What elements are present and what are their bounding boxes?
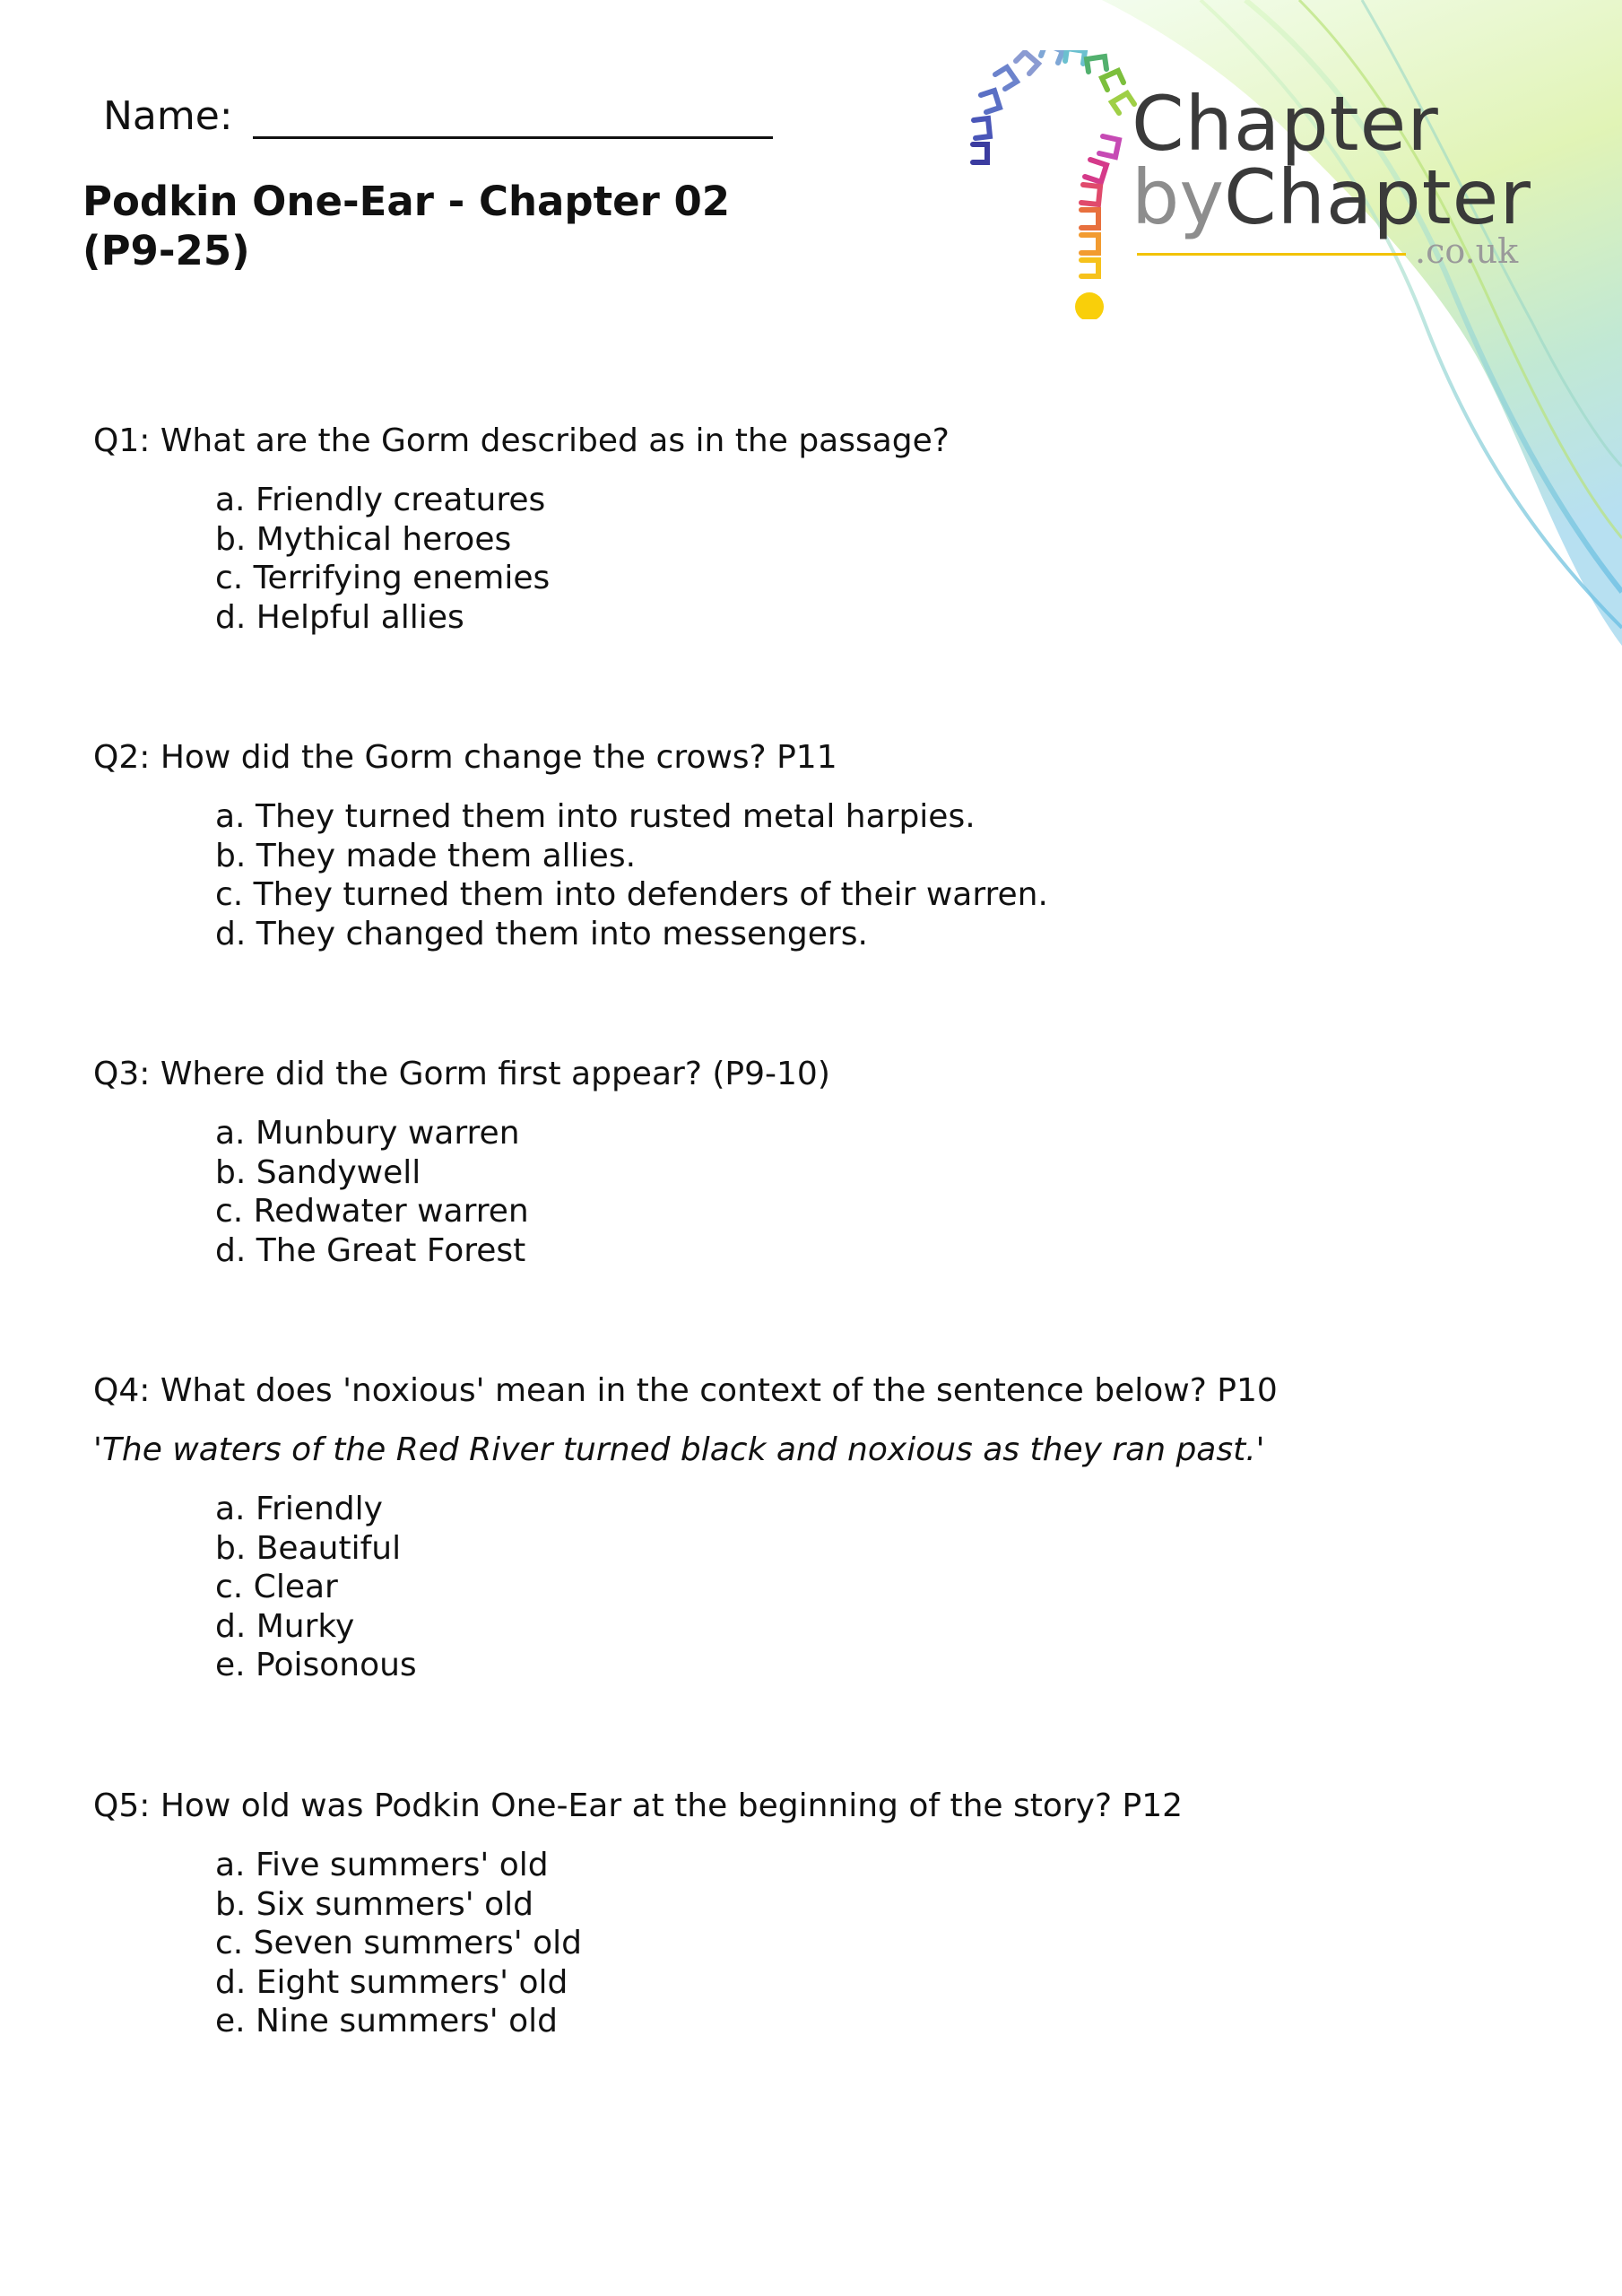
answer-options (93, 797, 1438, 953)
answer-option: b. Mythical heroes (215, 520, 512, 558)
answer-option: b. Beautiful (215, 1529, 402, 1567)
answer-option: d. The Great Forest (215, 1231, 526, 1269)
question-text: Q4: What does 'noxious' mean in the context of the sentence below? P10 (93, 1372, 1278, 1409)
answer-option: a. Five summers' old (215, 1847, 549, 1883)
question-4 (93, 1371, 1438, 1685)
question-text: Q2: How did the Gorm change the crows? P11 (93, 739, 837, 776)
answer-option: a. Friendly (215, 1491, 383, 1527)
answer-options (93, 1490, 1438, 1685)
answer-option: c. They turned them into defenders of their warren. (215, 876, 1048, 913)
worksheet-title: Podkin One-Ear - Chapter 02 (P9-25) (82, 178, 731, 274)
brand-by-text: by (1132, 153, 1225, 241)
answer-option: b. Six summers' old (215, 1885, 533, 1923)
brand-underline (1137, 253, 1406, 256)
answer-option: d. They changed them into messengers. (215, 915, 868, 952)
name-field-row (103, 93, 773, 139)
answer-option: c. Clear (215, 1569, 338, 1605)
question-3 (93, 1055, 1438, 1270)
name-label: Name: (103, 93, 233, 139)
name-blank-line[interactable] (253, 102, 773, 139)
answer-option: d. Eight summers' old (215, 1963, 568, 2001)
brand-wordmark-line2 (1132, 153, 1531, 241)
answer-option: a. Friendly creatures (215, 482, 546, 518)
question-1 (93, 422, 1438, 637)
answer-option: e. Poisonous (215, 1647, 417, 1683)
answer-option: a. Munbury warren (215, 1115, 520, 1152)
answer-option: d. Helpful allies (215, 598, 464, 636)
brand-domain: .co.uk (1415, 231, 1519, 271)
answer-option: c. Redwater warren (215, 1193, 529, 1230)
question-2 (93, 738, 1438, 953)
answer-option: e. Nine summers' old (215, 2003, 559, 2039)
question-5 (93, 1787, 1438, 2041)
answer-options (93, 481, 1438, 637)
question-text: Q3: Where did the Gorm first appear? (P9-10) (93, 1056, 830, 1092)
answer-option: d. Murky (215, 1607, 355, 1645)
answer-option: a. They turned them into rusted metal harpies. (215, 798, 976, 835)
question-text: Q1: What are the Gorm described as in the passage? (93, 422, 950, 459)
answer-option: b. They made them allies. (215, 837, 637, 874)
answer-option: c. Seven summers' old (215, 1925, 583, 1961)
brand-wordmark-line1: Chapter (1132, 80, 1439, 168)
question-text: Q5: How old was Podkin One-Ear at the beginning of the story? P12 (93, 1787, 1184, 1824)
answer-options (93, 1114, 1438, 1270)
answer-option: b. Sandywell (215, 1153, 421, 1191)
brand-chapter-text: Chapter (1224, 153, 1531, 241)
answer-options (93, 1846, 1438, 2041)
answer-option: c. Terrifying enemies (215, 560, 551, 596)
question-quote: 'The waters of the Red River turned black and noxious as they ran past.' (93, 1431, 1265, 1468)
